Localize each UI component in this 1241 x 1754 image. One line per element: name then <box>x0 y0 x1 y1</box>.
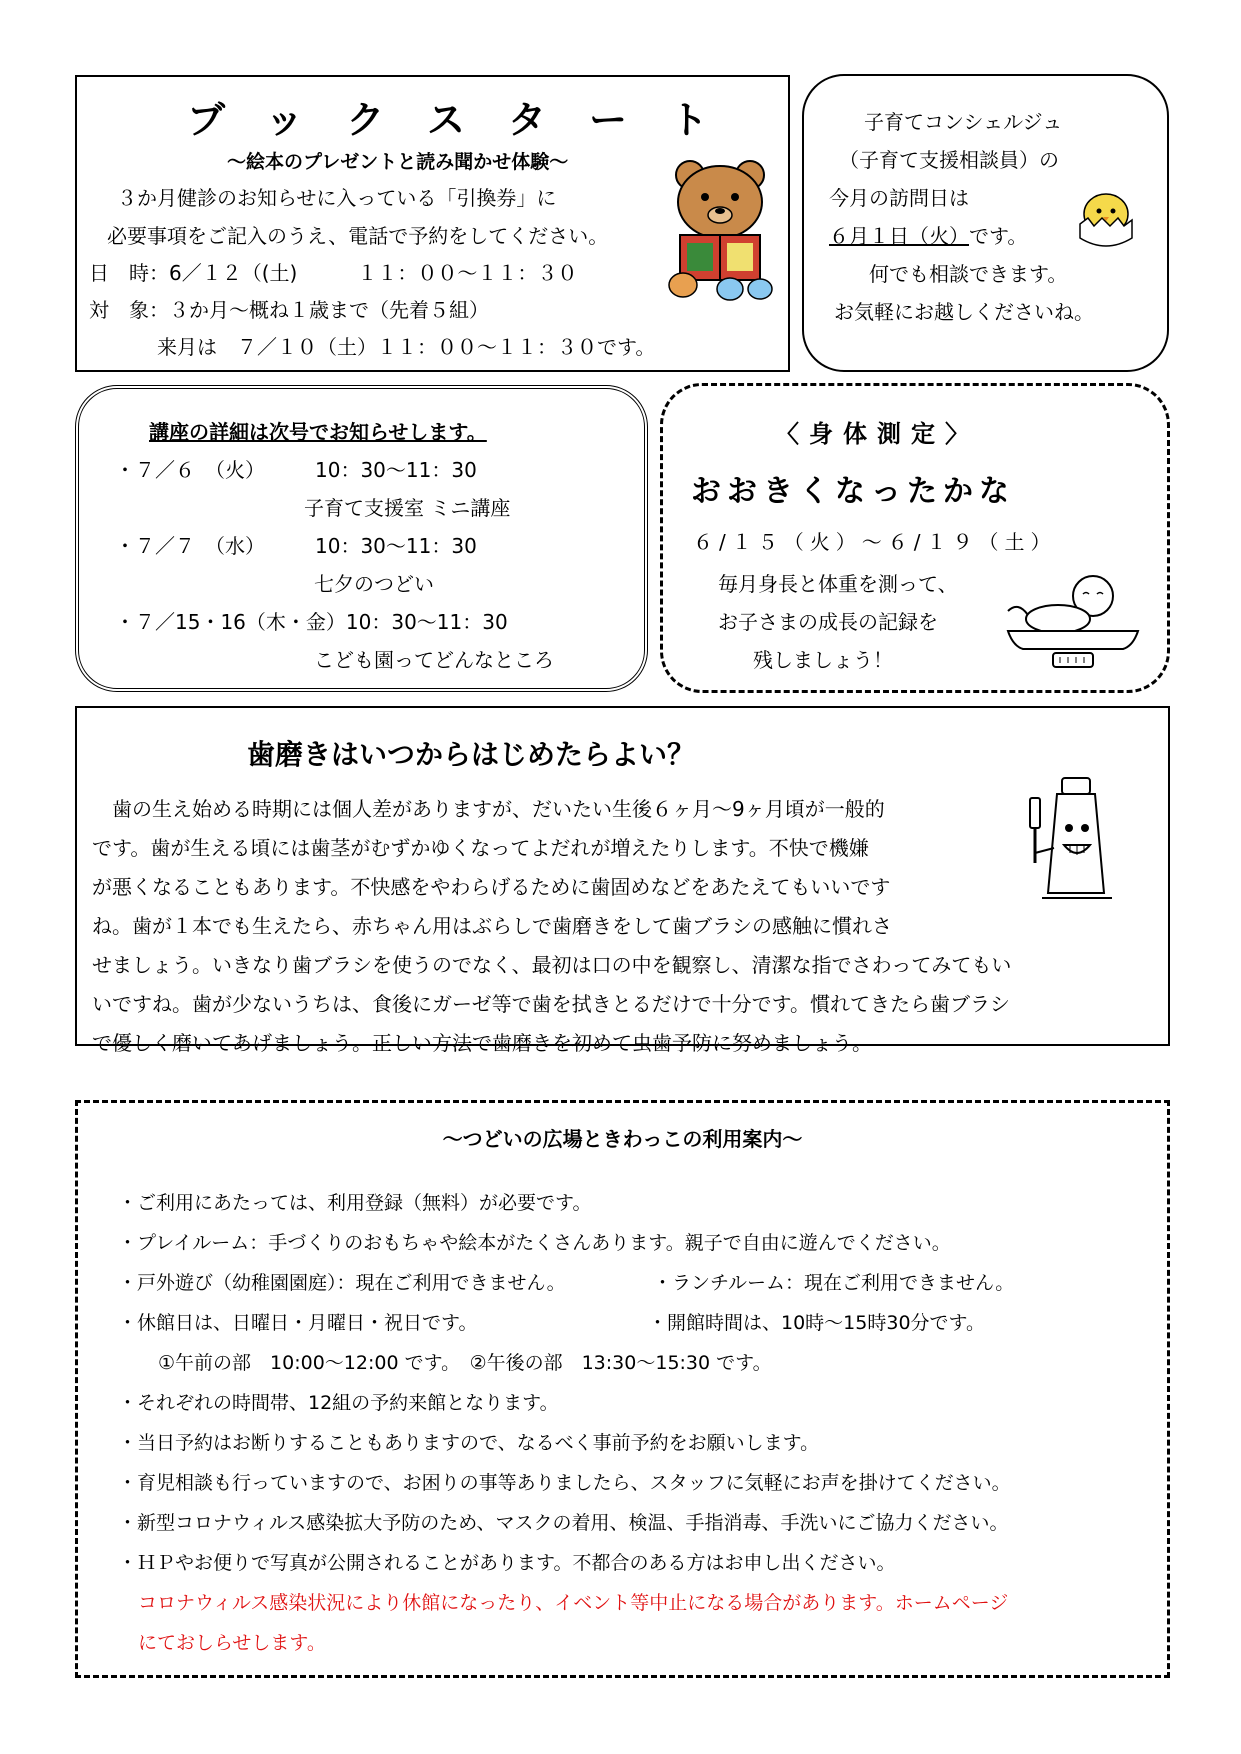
concierge-visit-date <box>829 220 1027 249</box>
measurement-dates: ６/１５（火）～６/１９（土） <box>693 530 1057 554</box>
bookstart-next-month: 来月は ７／１０（土）１１：００～１１：３０です。 <box>157 335 656 359</box>
lecture-item-date: ・７／15・16（木・金）10：30～11：30 <box>115 610 508 634</box>
measurement-heading: 〈身体測定〉 <box>775 420 979 448</box>
concierge-consult-text: 何でも相談できます。 <box>869 262 1068 286</box>
guide-item: ・ＨＰやお便りで写真が公開されることがあります。不都合のある方はお申し出ください。 <box>118 1552 896 1574</box>
guide-item: ・育児相談も行っていますので、お困りの事等ありましたら、スタッフに気軽にお声を掛けてください。 <box>118 1472 1011 1494</box>
bookstart-text-1: ３か月健診のお知らせに入っている「引換券」に <box>117 186 557 210</box>
measurement-section <box>660 383 1170 693</box>
closure-notice-line: コロナウィルス感染状況により休館になったり、イベント等中止になる場合があります。ホームページ <box>138 1592 1009 1614</box>
teeth-paragraph-line: せましょう。いきなり歯ブラシを使うのでなく、最初は口の中を観察し、清潔な指でさわってみてもい <box>92 953 1012 977</box>
guide-item: ・ご利用にあたっては、利用登録（無料）が必要です。 <box>118 1192 592 1214</box>
guide-session-times: ①午前の部 10:00～12:00 です。 ②午後の部 13:30～15:30 です。 <box>158 1352 772 1374</box>
bookstart-subtitle: ～絵本のプレゼントと読み聞かせ体験～ <box>227 151 569 173</box>
guide-item: ・戸外遊び（幼稚園園庭）：現在ご利用できません。 <box>118 1272 566 1294</box>
lecture-item-name: こども園ってどんなところ <box>314 648 554 672</box>
baby-on-scale-illustration <box>998 571 1148 671</box>
concierge-welcome-text: お気軽にお越しくださいね。 <box>834 300 1094 324</box>
measurement-text-3: 残しましょう！ <box>753 648 893 672</box>
teeth-paragraph-line: で優しく磨いてあげましょう。正しい方法で歯磨きを初めて虫歯予防に努めましょう。 <box>92 1031 872 1055</box>
teeth-paragraph-line: いですね。歯が少ないうちは、食後にガーゼ等で歯を拭きとるだけで十分です。慣れてきたら歯ブラシ <box>92 992 1010 1016</box>
measurement-text-2: お子さまの成長の記録を <box>718 610 938 634</box>
bookstart-text-2: 必要事項をご記入のうえ、電話で予約をしてください。 <box>107 224 609 248</box>
closure-notice-line: にておしらせします。 <box>138 1632 326 1654</box>
guide-item: ・開館時間は、10時～15時30分です。 <box>648 1312 986 1334</box>
concierge-title: 子育てコンシェルジュ <box>864 110 1063 134</box>
lecture-heading: 講座の詳細は次号でお知らせします。 <box>149 420 487 444</box>
teeth-paragraph-line: ね。歯が１本でも生えたら、赤ちゃん用はぶらしで歯磨きをして歯ブラシの感触に慣れさ <box>92 914 892 938</box>
bookstart-section <box>75 75 790 372</box>
measurement-title: おおきくなったかな <box>691 474 1015 509</box>
guide-item: ・プレイルーム：手づくりのおもちゃや絵本がたくさんあります。親子で自由に遊んでください。 <box>118 1232 951 1254</box>
teeth-paragraph-line: 歯の生え始める時期には個人差がありますが、だいたい生後６ヶ月～9ヶ月頃が一般的 <box>112 797 885 821</box>
teeth-paragraph-line: です。歯が生える頃には歯茎がむずかゆくなってよだれが増えたりします。不快で機嫌 <box>92 836 869 860</box>
guide-item: ・休館日は、日曜日・月曜日・祝日です。 <box>118 1312 478 1334</box>
bookstart-title: ブックスタート <box>187 98 751 142</box>
concierge-visit-date-value: ６月１日（火） <box>829 224 969 248</box>
lecture-item-name: 子育て支援室 ミニ講座 <box>304 496 511 520</box>
lecture-section <box>75 385 648 692</box>
concierge-section <box>802 74 1169 372</box>
usage-guide-section <box>75 1100 1170 1678</box>
bookstart-target: 対 象：３か月～概ね１歳まで（先着５組） <box>89 298 489 322</box>
measurement-text-1: 毎月身長と体重を測って、 <box>718 572 958 596</box>
chick-in-egg-illustration <box>1074 186 1139 251</box>
bear-reading-book-illustration <box>655 157 785 302</box>
guide-item: ・新型コロナウィルス感染拡大予防のため、マスクの着用、検温、手指消毒、手洗いにご協力ください。 <box>118 1512 1009 1534</box>
lecture-item-date: ・７／７ （水） 10：30～11：30 <box>115 534 477 558</box>
usage-guide-title: ～つどいの広場ときわっこの利用案内～ <box>442 1127 803 1151</box>
guide-item: ・当日予約はお断りすることもありますので、なるべく事前予約をお願いします。 <box>118 1432 820 1454</box>
teeth-section <box>75 706 1170 1055</box>
teeth-paragraph-line: が悪くなることもあります。不快感をやわらげるために歯固めなどをあたえてもいいです <box>92 875 891 899</box>
bookstart-datetime: 日 時：6／１２（(土) １１：００～１１：３０ <box>89 261 578 285</box>
guide-item: ・ランチルーム：現在ご利用できません。 <box>653 1272 1015 1294</box>
guide-item: ・それぞれの時間帯、12組の予約来館となります。 <box>118 1392 559 1414</box>
lecture-item-name: 七夕のつどい <box>314 572 434 596</box>
lecture-item-date: ・７／６ （火） 10：30～11：30 <box>115 458 477 482</box>
concierge-visit-label: 今月の訪問日は <box>829 186 969 210</box>
toothpaste-character-illustration <box>1022 773 1132 908</box>
concierge-subtitle: （子育て支援相談員）の <box>839 148 1059 172</box>
teeth-title: 歯磨きはいつからはじめたらよい？ <box>247 738 696 771</box>
concierge-visit-date-suffix: です。 <box>969 224 1028 248</box>
